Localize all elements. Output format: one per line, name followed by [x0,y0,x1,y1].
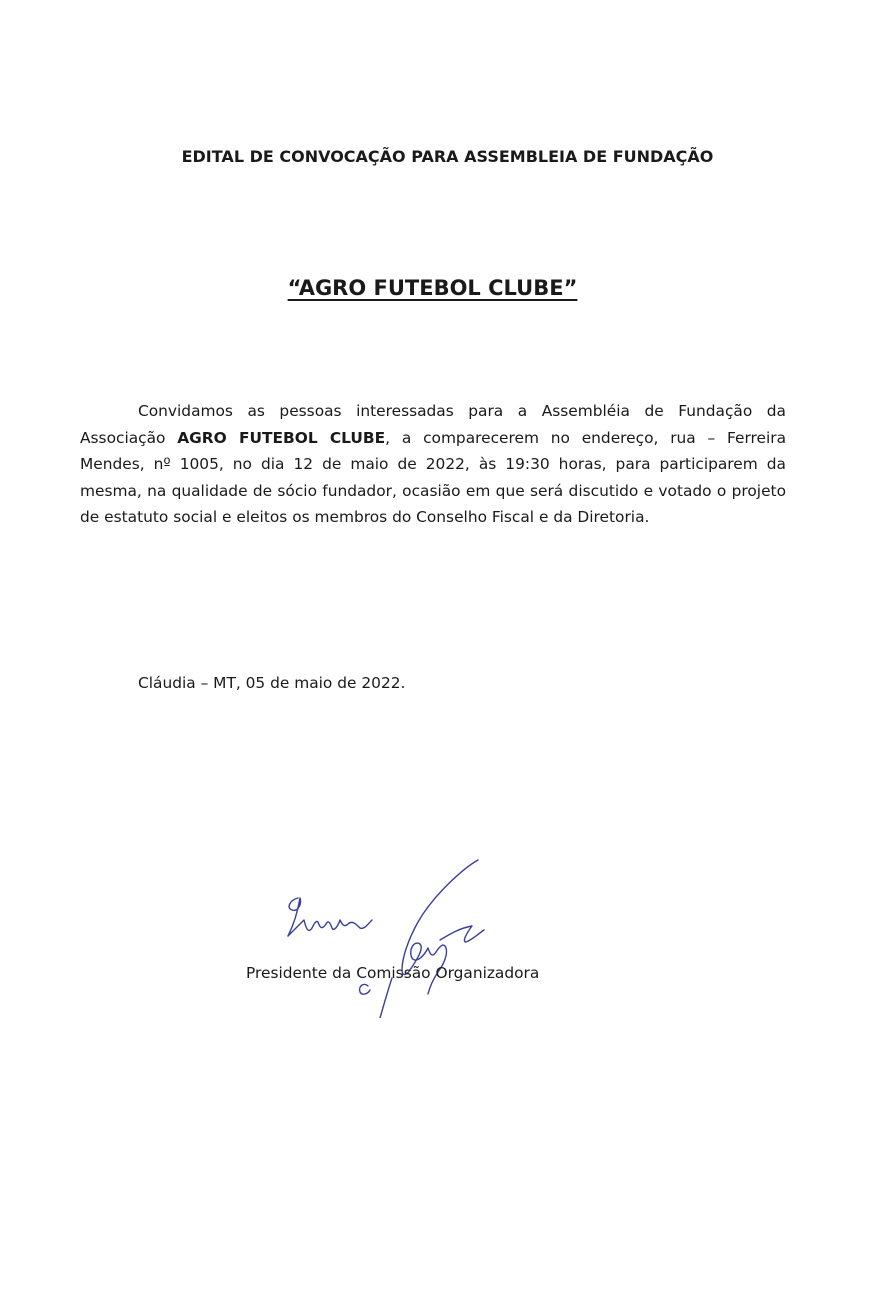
club-title [0,276,865,300]
handwritten-signature [268,858,498,1018]
signature-caption: Presidente da Comissão Organizadora [246,964,540,982]
invitation-paragraph [80,398,786,531]
paragraph-text-part2: , a comparecerem no endereço, rua – Ferreira Mendes, nº 1005, no dia 12 de maio de 2022, às 19:30 horas, para participarem da mesma, na qualidade de sócio fundador, ocasião em que será discutido e votado o projeto de estatuto social e eleitos os membros do Conselho Fiscal e da Diretoria. [80,428,786,526]
club-name-bold: AGRO FUTEBOL CLUBE [177,428,386,447]
place-date: Cláudia – MT, 05 de maio de 2022. [138,674,406,692]
paragraph-text-part1: Convidamos as pessoas interessadas para a Assembléia de Fundação da Associação [80,402,786,447]
document-heading: EDITAL DE CONVOCAÇÃO PARA ASSEMBLEIA DE FUNDAÇÃO [181,147,714,166]
club-title-text: “AGRO FUTEBOL CLUBE” [287,276,578,300]
